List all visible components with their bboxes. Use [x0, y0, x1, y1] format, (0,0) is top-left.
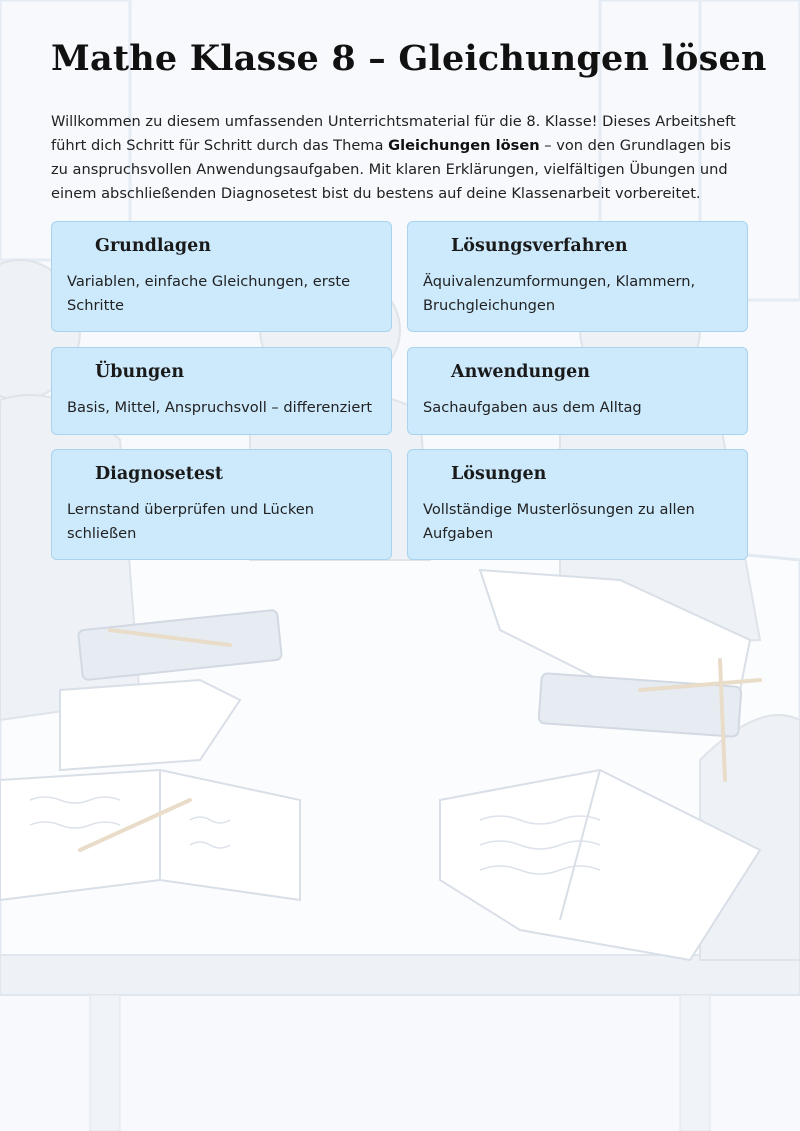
card-title: Anwendungen — [451, 362, 591, 382]
card-title: Grundlagen — [95, 236, 211, 256]
card-description: Lernstand überprüfen und Lücken schließen — [67, 501, 314, 542]
intro-text-end: – von den Grundlagen bis zu anspruchsvollen Anwendungsaufgaben. Mit klaren Erklärungen, vielfältigen Übungen und einem abschließenden Diagnosetest bist du bestens auf deine Klassenarbeit vorbereitet. — [51, 137, 731, 202]
card-uebungen — [51, 347, 392, 435]
card-grundlagen — [51, 221, 392, 332]
intro-text-bold: Gleichungen lösen — [388, 137, 540, 154]
card-anwendungen — [407, 347, 748, 435]
intro-paragraph — [51, 110, 751, 206]
card-description: Vollständige Musterlösungen zu allen Aufgaben — [423, 501, 695, 542]
card-description: Basis, Mittel, Anspruchsvoll – differenziert — [67, 399, 373, 416]
card-diagnosetest — [51, 449, 392, 560]
intro-text-start: Willkommen zu diesem umfassenden Unterrichtsmaterial für die 8. Klasse! Dieses Arbeitsheft führt dich Schritt für Schritt durch das Thema — [51, 113, 736, 154]
card-title: Lösungen — [451, 464, 547, 484]
card-description: Variablen, einfache Gleichungen, erste Schritte — [67, 273, 351, 314]
card-title: Lösungsverfahren — [451, 236, 628, 256]
card-loesungsverfahren — [407, 221, 748, 332]
card-title: Diagnosetest — [95, 464, 223, 484]
card-description: Äquivalenzumformungen, Klammern, Bruchgleichungen — [423, 273, 696, 314]
card-loesungen — [407, 449, 748, 560]
card-title: Übungen — [95, 362, 185, 382]
card-description: Sachaufgaben aus dem Alltag — [423, 399, 642, 416]
page-title: Mathe Klasse 8 – Gleichungen lösen — [51, 38, 767, 79]
